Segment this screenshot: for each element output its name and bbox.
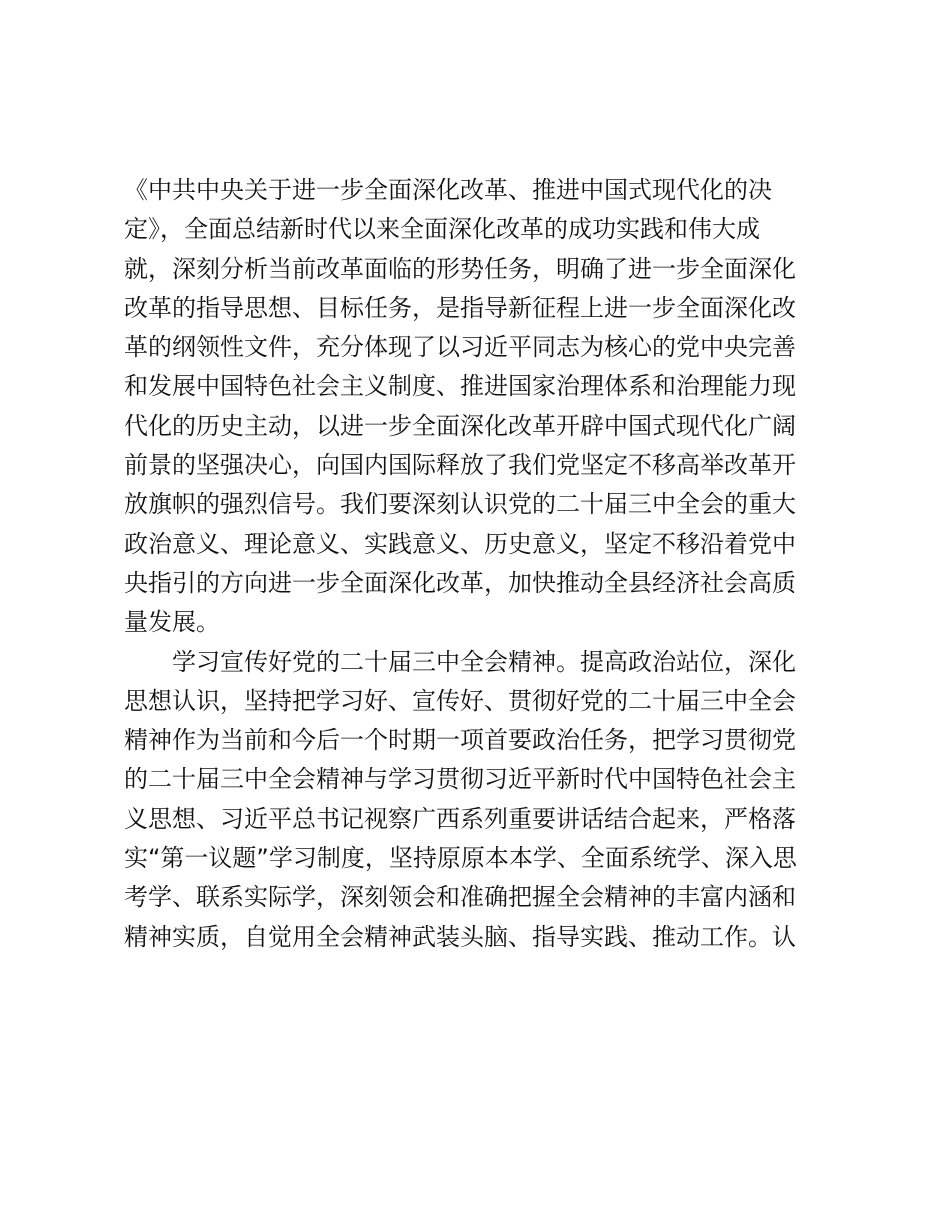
text-line: 考学、联系实际学，深刻领会和准确把握全会精神的丰富内涵和 bbox=[124, 883, 796, 912]
text-line: 和发展中国特色社会主义制度、推进国家治理体系和治理能力现 bbox=[124, 372, 796, 401]
paragraph-start-line: 学习宣传好党的二十届三中全会精神。提高政治站位，深化 bbox=[172, 647, 796, 676]
text-line: 央指引的方向进一步全面深化改革，加快推动全县经济社会高质 bbox=[124, 568, 796, 597]
text-line: 就，深刻分析当前改革面临的形势任务，明确了进一步全面深化 bbox=[124, 254, 796, 283]
text-line: 前景的坚强决心，向国内国际释放了我们党坚定不移高举改革开 bbox=[124, 451, 796, 480]
body-text bbox=[124, 171, 824, 957]
text-line: 放旗帜的强烈信号。我们要深刻认识党的二十届三中全会的重大 bbox=[124, 490, 796, 519]
text-line: 思想认识，坚持把学习好、宣传好、贯彻好党的二十届三中全会 bbox=[124, 686, 796, 715]
text-line: 政治意义、理论意义、实践意义、历史意义，坚定不移沿着党中 bbox=[124, 529, 796, 558]
text-line: 《中共中央关于进一步全面深化改革、推进中国式现代化的决 bbox=[124, 176, 772, 204]
text-line: 定》，全面总结新时代以来全面深化改革的成功实践和伟大成 bbox=[124, 215, 760, 244]
text-line: 义思想、习近平总书记视察广西系列重要讲话结合起来，严格落 bbox=[124, 804, 796, 833]
text-line: 改革的指导思想、目标任务，是指导新征程上进一步全面深化改 bbox=[124, 293, 796, 322]
text-line: 的二十届三中全会精神与学习贯彻习近平新时代中国特色社会主 bbox=[124, 765, 796, 794]
text-line: 量发展。 bbox=[124, 608, 220, 637]
text-line: 实“第一议题”学习制度，坚持原原本本学、全面系统学、深入思 bbox=[124, 844, 797, 873]
text-line: 代化的历史主动，以进一步全面深化改革开辟中国式现代化广阔 bbox=[124, 411, 796, 440]
text-line: 精神作为当前和今后一个时期一项首要政治任务，把学习贯彻党 bbox=[124, 726, 796, 755]
text-line: 革的纲领性文件，充分体现了以习近平同志为核心的党中央完善 bbox=[124, 333, 796, 362]
text-line: 精神实质，自觉用全会精神武装头脑、指导实践、推动工作。认 bbox=[124, 922, 796, 951]
